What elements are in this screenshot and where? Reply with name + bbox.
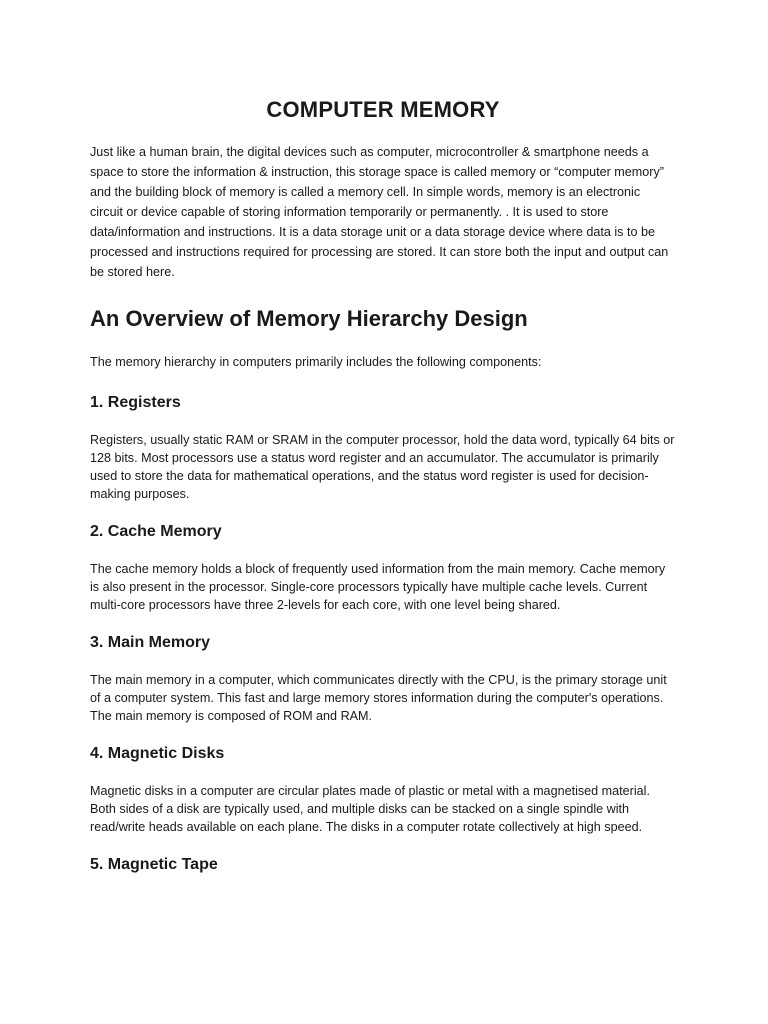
section-cache-memory bbox=[90, 521, 676, 614]
overview-heading: An Overview of Memory Hierarchy Design bbox=[90, 306, 528, 331]
section-body-registers: Registers, usually static RAM or SRAM in the computer processor, hold the data word, typically 64 bits or 128 bits. Most processors use a status word register and an accumulator. The accumulator is primarily used to store the data for mathematical operations, and the status word register is used for decision-making purposes. bbox=[90, 433, 675, 501]
section-body-cache-memory: The cache memory holds a block of frequently used information from the main memory. Cache memory is also present in the processor. Single-core processors typically have multiple cache levels. Current multi-core processors have three 2-levels for each core, with one level being shared. bbox=[90, 562, 666, 612]
section-registers bbox=[90, 392, 676, 503]
section-heading-cache-memory: 2. Cache Memory bbox=[90, 523, 222, 540]
section-heading-registers: 1. Registers bbox=[90, 394, 181, 411]
section-main-memory bbox=[90, 632, 676, 725]
overview-lead-paragraph: The memory hierarchy in computers primarily includes the following components: bbox=[90, 355, 542, 369]
document-title: COMPUTER MEMORY bbox=[266, 97, 500, 122]
section-body-magnetic-disks: Magnetic disks in a computer are circular plates made of plastic or metal with a magnetised material. Both sides of a disk are typically used, and multiple disks can be stacked on a single spindle with read/write heads available on each plane. The disks in a computer rotate collectively at high speed. bbox=[90, 784, 650, 834]
section-magnetic-disks bbox=[90, 743, 676, 836]
section-magnetic-tape bbox=[90, 854, 676, 876]
section-heading-main-memory: 3. Main Memory bbox=[90, 634, 211, 651]
section-heading-magnetic-disks: 4. Magnetic Disks bbox=[90, 745, 225, 762]
section-body-main-memory: The main memory in a computer, which communicates directly with the CPU, is the primary storage unit of a computer system. This fast and large memory stores information during the computer's operations. The main memory is composed of ROM and RAM. bbox=[90, 673, 667, 723]
section-heading-magnetic-tape: 5. Magnetic Tape bbox=[90, 856, 218, 873]
intro-paragraph: Just like a human brain, the digital devices such as computer, microcontroller & smartphone needs a space to store the information & instruction, this storage space is called memory or “computer memory” and the building block of memory is called a memory cell. In simple words, memory is an electronic circuit or device capable of storing information temporarily or permanently. . It is used to store data/information and instructions. It is a data storage unit or a data storage device where data is to be processed and instructions required for processing are stored. It can store both the input and output can be stored here. bbox=[90, 145, 669, 279]
